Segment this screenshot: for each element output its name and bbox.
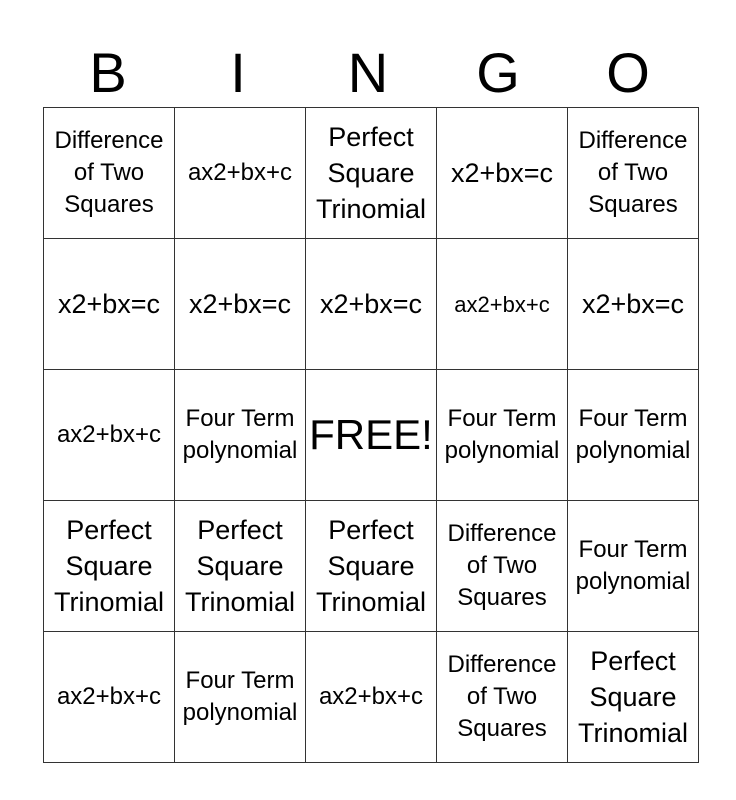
bingo-cell: x2+bx=c <box>306 239 437 370</box>
header-letter-b: B <box>89 41 127 104</box>
bingo-cell: Difference of Two Squares <box>568 108 699 239</box>
bingo-cell: Perfect Square Trinomial <box>306 501 437 632</box>
bingo-cell: Perfect Square Trinomial <box>568 632 699 763</box>
bingo-cell: x2+bx=c <box>44 239 175 370</box>
grid-row <box>44 370 699 501</box>
bingo-cell: x2+bx=c <box>568 239 699 370</box>
grid-row <box>44 239 699 370</box>
bingo-cell: Perfect Square Trinomial <box>175 501 306 632</box>
bingo-cell: Difference of Two Squares <box>437 632 568 763</box>
grid-row <box>44 501 699 632</box>
bingo-cell: Perfect Square Trinomial <box>306 108 437 239</box>
bingo-cell: Four Term polynomial <box>568 501 699 632</box>
bingo-cell: Difference of Two Squares <box>437 501 568 632</box>
bingo-cell: Four Term polynomial <box>175 632 306 763</box>
bingo-cell: ax2+bx+c <box>44 632 175 763</box>
bingo-header <box>43 40 693 106</box>
bingo-cell: ax2+bx+c <box>175 108 306 239</box>
bingo-cell: ax2+bx+c <box>44 370 175 501</box>
bingo-grid <box>43 107 699 763</box>
header-letter-n: N <box>347 41 389 104</box>
header-letter-o: O <box>606 41 650 104</box>
bingo-cell: Difference of Two Squares <box>44 108 175 239</box>
bingo-cell: Four Term polynomial <box>437 370 568 501</box>
free-space: FREE! <box>306 370 437 501</box>
grid-row <box>44 632 699 763</box>
header-letter-g: G <box>476 41 520 104</box>
bingo-cell: x2+bx=c <box>437 108 568 239</box>
bingo-cell: ax2+bx+c <box>306 632 437 763</box>
header-letter-i: I <box>230 41 246 104</box>
bingo-cell: Four Term polynomial <box>175 370 306 501</box>
bingo-cell: x2+bx=c <box>175 239 306 370</box>
bingo-cell: Perfect Square Trinomial <box>44 501 175 632</box>
grid-row <box>44 108 699 239</box>
bingo-cell: Four Term polynomial <box>568 370 699 501</box>
bingo-cell: ax2+bx+c <box>437 239 568 370</box>
